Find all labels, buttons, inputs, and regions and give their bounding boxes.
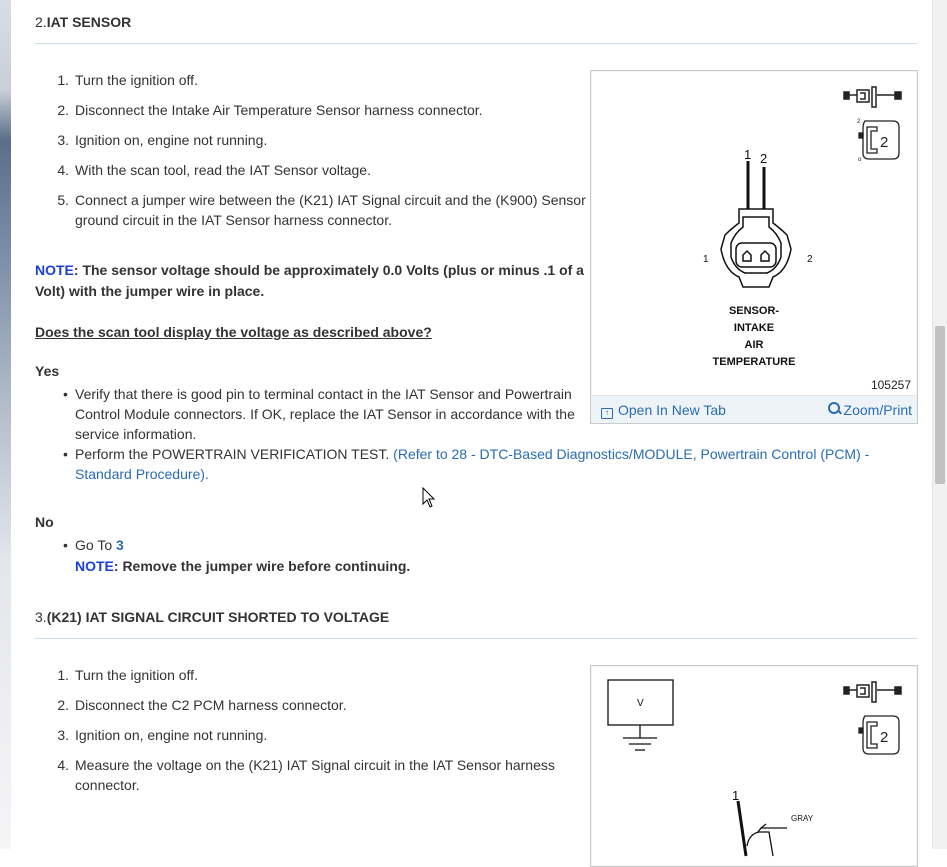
zoom-print-button[interactable]: Zoom/Print xyxy=(828,401,912,419)
pin-1-side-label: 1 xyxy=(703,254,709,265)
terminal-face-icon xyxy=(859,716,899,754)
mouse-cursor-icon xyxy=(422,487,436,509)
list-item: 4. Measure the voltage on the (K21) IAT Signal circuit in the IAT Sensor harness connector. xyxy=(57,757,555,793)
connector-icon xyxy=(844,682,901,702)
goto-step-link[interactable]: 3 xyxy=(116,537,124,553)
voltmeter-label: V xyxy=(637,698,644,709)
list-item: • Verify that there is good pin to terminal contact in the IAT Sensor and Powertrain Control Module connectors. If OK, replace the IAT Sensor in accordance with the service information. xyxy=(63,386,575,442)
procedure-reference-link[interactable]: (Refer to 28 - DTC-Based Diagnostics/MODULE, Powertrain Control (PCM) - Standard Procedure). xyxy=(75,446,870,482)
yes-label: Yes xyxy=(35,363,60,379)
ground-symbol-icon xyxy=(623,725,657,750)
page-scrollbar[interactable] xyxy=(932,0,947,849)
note-text: : The sensor voltage should be approximately 0.0 Volts (plus or minus .1 of a Volt) with the jumper wire in place. xyxy=(35,262,584,299)
background-edge xyxy=(0,0,11,849)
pin-1-top-label: 1 xyxy=(744,147,752,162)
figure-toolbar xyxy=(591,395,917,423)
open-new-tab-button[interactable]: ↑ Open In New Tab xyxy=(601,401,726,419)
zoom-icon xyxy=(828,402,842,416)
terminal-face-icon xyxy=(857,119,899,163)
pin-2-top-label: 2 xyxy=(760,151,768,166)
section-divider xyxy=(35,43,917,44)
no-label: No xyxy=(35,514,54,530)
list-item: • Perform the POWERTRAIN VERIFICATION TEST. (Refer to 28 - DTC-Based Diagnostics/MODULE, Powertrain Control (PCM) - Standard Procedure). xyxy=(63,446,870,482)
connector-figure xyxy=(590,70,918,424)
external-tab-icon: ↑ xyxy=(601,408,613,419)
connector-number-badge: 2 xyxy=(880,134,889,151)
step-3-heading: 3.(K21) IAT SIGNAL CIRCUIT SHORTED TO VOLTAGE xyxy=(35,609,390,625)
svg-text:2: 2 xyxy=(857,119,861,125)
note-label: NOTE xyxy=(35,262,74,278)
section-divider xyxy=(35,638,917,639)
pin-2-side-label: 2 xyxy=(807,254,813,265)
list-item: • Go To 3 xyxy=(63,537,124,553)
sensor-connector-body xyxy=(721,209,791,287)
step-2-heading: 2.IAT SENSOR xyxy=(35,14,132,30)
question-text: Does the scan tool display the voltage as described above? xyxy=(35,324,432,340)
connector-icon xyxy=(844,87,901,107)
pin-1-label: 1 xyxy=(732,788,740,803)
sensor-caption: SENSOR- INTAKE AIR TEMPERATURE xyxy=(712,305,796,368)
list-item: 5. Connect a jumper wire between the (K21) IAT Signal circuit and the (K900) Sensor ground circuit in the IAT Sensor harness connector. xyxy=(57,192,586,228)
wire-color-label: GRAY xyxy=(791,814,814,823)
note-paragraph: NOTE: Remove the jumper wire before continuing. xyxy=(75,558,411,574)
scrollbar-thumb[interactable] xyxy=(935,326,945,484)
connector-number-badge: 2 xyxy=(880,729,889,746)
note-paragraph xyxy=(35,260,590,302)
svg-text:o: o xyxy=(858,157,862,163)
voltage-test-diagram xyxy=(591,666,917,866)
figure-number: 105257 xyxy=(870,378,911,392)
voltage-test-figure xyxy=(590,665,918,867)
